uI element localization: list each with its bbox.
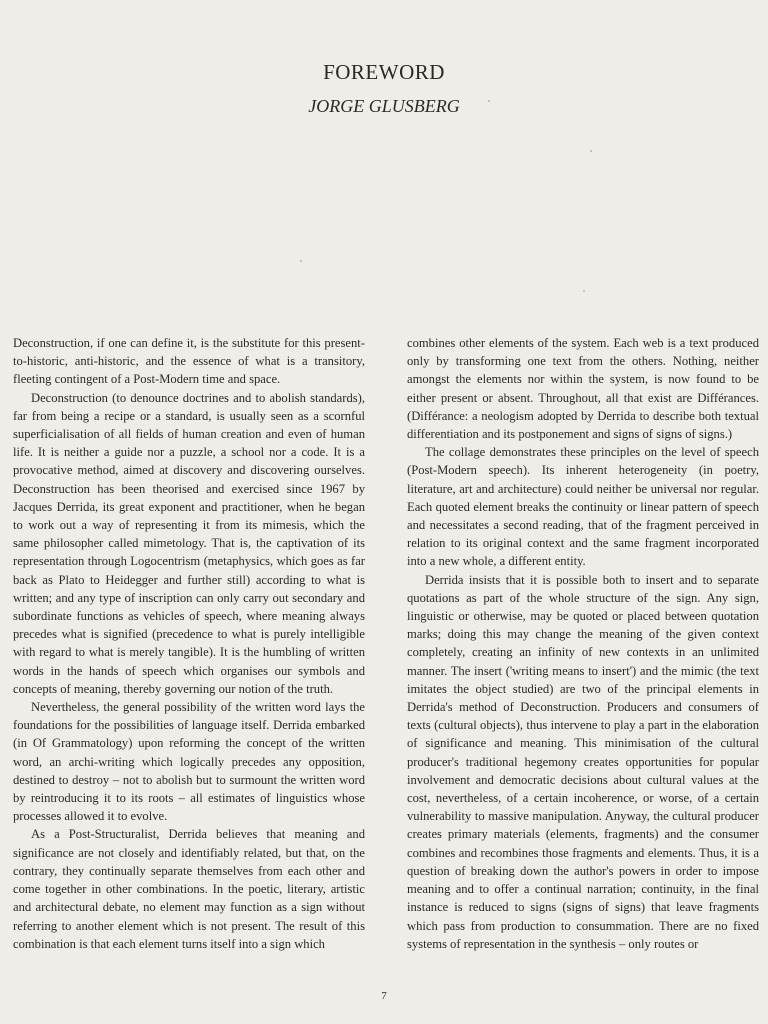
paragraph: The collage demonstrates these principles on the level of speech (Post-Modern speech). Its inherent heterogeneity (in poetry, literature, art and architecture) could neither be universal nor regular. Each quoted element breaks the continuity or linear pattern of speech and necessitates a second reading, that of the fragment perceived in relation to its original context and the same fragment incorporated into a new whole, a different entity. <box>407 445 759 569</box>
scan-speck <box>583 290 585 292</box>
paragraph: Derrida insists that it is possible both to insert and to separate quotations as part of the whole structure of the sign. Any sign, linguistic or otherwise, may be quoted or placed between quotation marks; doing this may change the meaning of the given context completely, creating an infinity of new contexts in an unlimited manner. The insert ('writing means to insert') and the mimic (the text imitates the object studied) are two of the principal elements in Derrida's method of Deconstruction. Producers and consumers of texts (cultural objects), thus intervene to play a part in the elaboration of significance and meaning. This minimisation of the cultural producer's traditional hegemony creates opportunities for popular involvement and democratic decisions about cultural values at the cost, nevertheless, of a certain incoherence, or worse, of a certain vulnerability to massive manipulation. Anyway, the cultural producer creates primary materials (elements, fragments) and the consumer combines and recombines those fragments and elements. Thus, it is a question of breaking down the author's powers in order to impose meaning and to offer a continual narration; continuity, in the final instance is reduced to signs (signs of signs) that leave fragments which pass from production to consummation. There are no fixed systems of representation in the synthesis – only routes or <box>407 572 759 951</box>
scan-speck <box>590 150 592 152</box>
scan-speck <box>300 260 302 262</box>
paragraph: Nevertheless, the general possibility of the written word lays the foundations for the possibilities of language itself. Derrida embarked (in Of Grammatology) upon reforming the concept of the written word, an archi-writing which logically precedes any opposition, destined to destroy – not to abolish but to surmount the written word by reintroducing it to its roots – all estimates of linguistics whose processes allowed it to evolve. <box>13 700 365 824</box>
page-title: FOREWORD <box>323 60 445 84</box>
paragraph: As a Post-Structuralist, Derrida believes that meaning and significance are not closely and identifiably related, but that, on the contrary, they continually separate themselves from each other and come together in other combinations. In the poetic, literary, artistic and architectural debate, no element may function as a sign without referring to another element which is not present. The result of this combination is that each element turns itself into a sign which <box>13 827 365 951</box>
paragraph: combines other elements of the system. Each web is a text produced only by transforming one text from the others. Nothing, neither amongst the elements nor within the system, is now found to be either present or absent. Throughout, all that exist are Différances. (Différance: a neologism adopted by Derrida to describe both textual differentiation and its postponement and signs of signs of signs.) <box>407 336 759 442</box>
paragraph: Deconstruction, if one can define it, is the substitute for this present-to-historic, anti-historic, and the essence of what is a transitory, fleeting contingent of a Post-Modern time and space. <box>13 336 365 387</box>
right-column <box>407 334 759 953</box>
author-name: JORGE GLUSBERG <box>308 96 460 116</box>
page-number: 7 <box>381 990 387 1002</box>
paragraph: Deconstruction (to denounce doctrines and to abolish standards), far from being a recipe or a standard, is usually seen as a scornful superficialisation of all fields of human creation and even of human life. It is neither a guide nor a puzzle, a school nor a code. It is a provocative method, aimed at discovery and discovering ourselves. Deconstruction has been theorised and exercised since 1967 by Jacques Derrida, its great exponent and practitioner, when he began to work out a way of representing it from its mimesis, which the same philosopher called mimetology. That is, the captivation of its representation through Logocentrism (metaphysics, which goes as far back as Plato to Heidegger and further still) according to what is written; and any type of inscription can only carry out secondary and subordinate functions as vehicles of speech, where meaning always precedes what is signified (precedence to what is purely intelligible with regard to what is merely tangible). It is the humbling of written words in the hands of speech which organises our symbols and concepts of meaning, thereby governing our notion of the truth. <box>13 390 365 696</box>
scan-speck <box>488 100 490 102</box>
left-column <box>13 334 365 953</box>
